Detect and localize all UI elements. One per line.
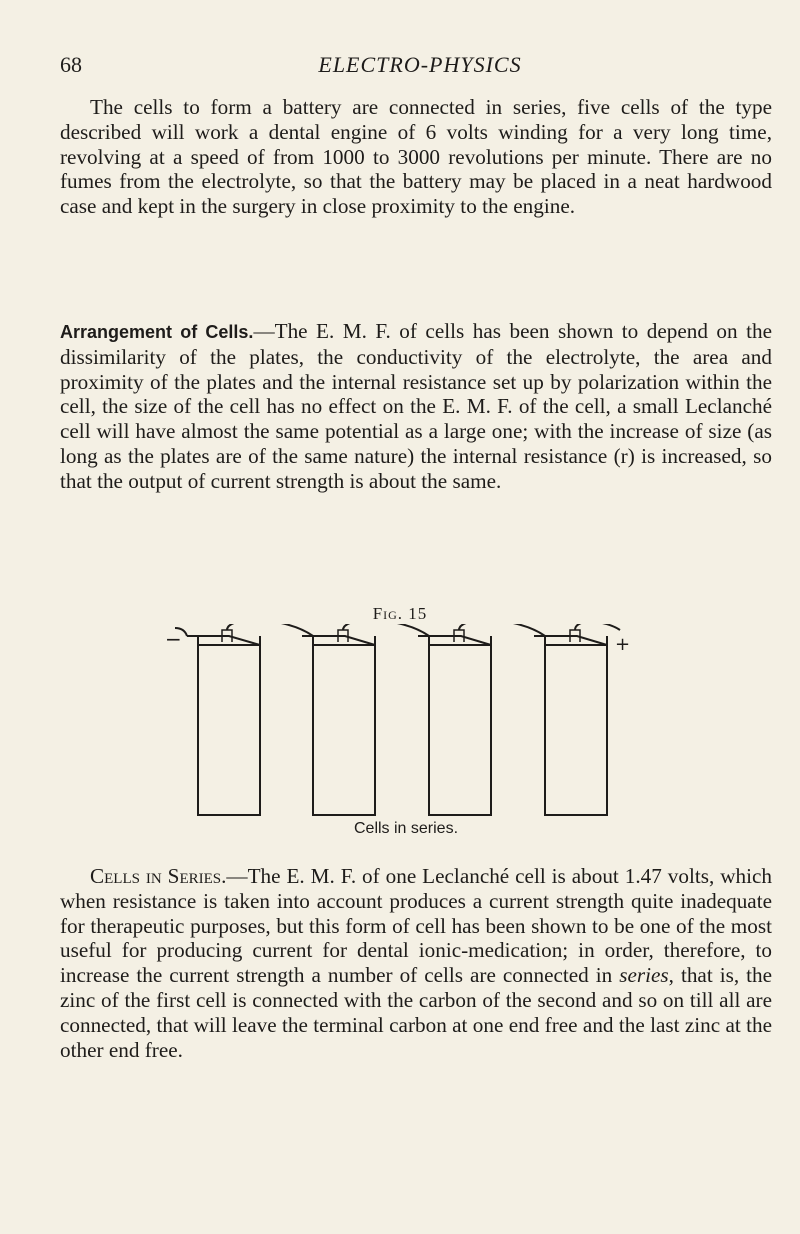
- cells-in-series-diagram: [165, 624, 635, 820]
- negative-terminal-sign: −: [165, 627, 182, 651]
- paragraph-arrangement-of-cells: [60, 319, 772, 494]
- running-title: ELECTRO-PHYSICS: [318, 52, 522, 77]
- paragraph-cells-in-series-body-b: , that is, the zinc of the first cell is connected with the carbon of the second and so on till all are connected, that will leave the terminal carbon at one end free and the last zinc at the other end free.: [60, 963, 772, 1062]
- positive-terminal-sign: +: [615, 634, 631, 655]
- paragraph-arrangement-body: —The E. M. F. of cells has been shown to depend on the dissimilarity of the plates, the conductivity of the electrolyte, the area and proximity of the plates and the internal resistance set up by polarization within the cell, the size of the cell has no effect on the E. M. F. of the cell, a small Leclanché cell will have almost the same potential as a large one; with the increase of size (as long as the plates are of the same nature) the internal resistance (r) is increased, so that the output of current strength is about the same.: [60, 319, 772, 493]
- cell-jar-3: [429, 645, 491, 815]
- paragraph-cells-in-series: [60, 864, 772, 1062]
- connector-3-4: [459, 624, 545, 636]
- cell-jar-4: [545, 645, 607, 815]
- paragraph-cells-in-series-body-a: —The E. M. F. of one Leclanché cell is about 1.47 volts, which when resistance is taken into account produces a current strength quite inadequate for therapeutic purposes, but this form of cell has been shown to be one of the most useful for producing current for dental ionic-medication; in order, therefore, to increase the current strength a number of cells are connected in: [60, 864, 772, 988]
- connector-1-2: [227, 624, 313, 636]
- cell-jar-1: [198, 645, 260, 815]
- paragraph-battery-series: The cells to form a battery are connected in series, five cells of the type described will work a dental engine of 6 volts winding for a very long time, revolving at a speed of from 1000 to 3000 revolutions per minute. There are no fumes from the electrolyte, so that the battery may be placed in a neat hardwood case and kept in the surgery in close proximity to the engine.: [60, 95, 772, 219]
- page-header: [60, 52, 780, 82]
- connector-2-3: [343, 624, 429, 636]
- section-heading-arrangement: Arrangement of Cells.: [60, 322, 254, 342]
- cell-jar-2: [313, 645, 375, 815]
- figure-caption: Cells in series.: [353, 820, 459, 837]
- emphasis-series: series: [619, 963, 669, 988]
- page-number: 68: [60, 52, 82, 77]
- figure-label: Fig. 15: [372, 604, 428, 623]
- section-heading-cells-in-series: Cells in Series.: [90, 864, 227, 888]
